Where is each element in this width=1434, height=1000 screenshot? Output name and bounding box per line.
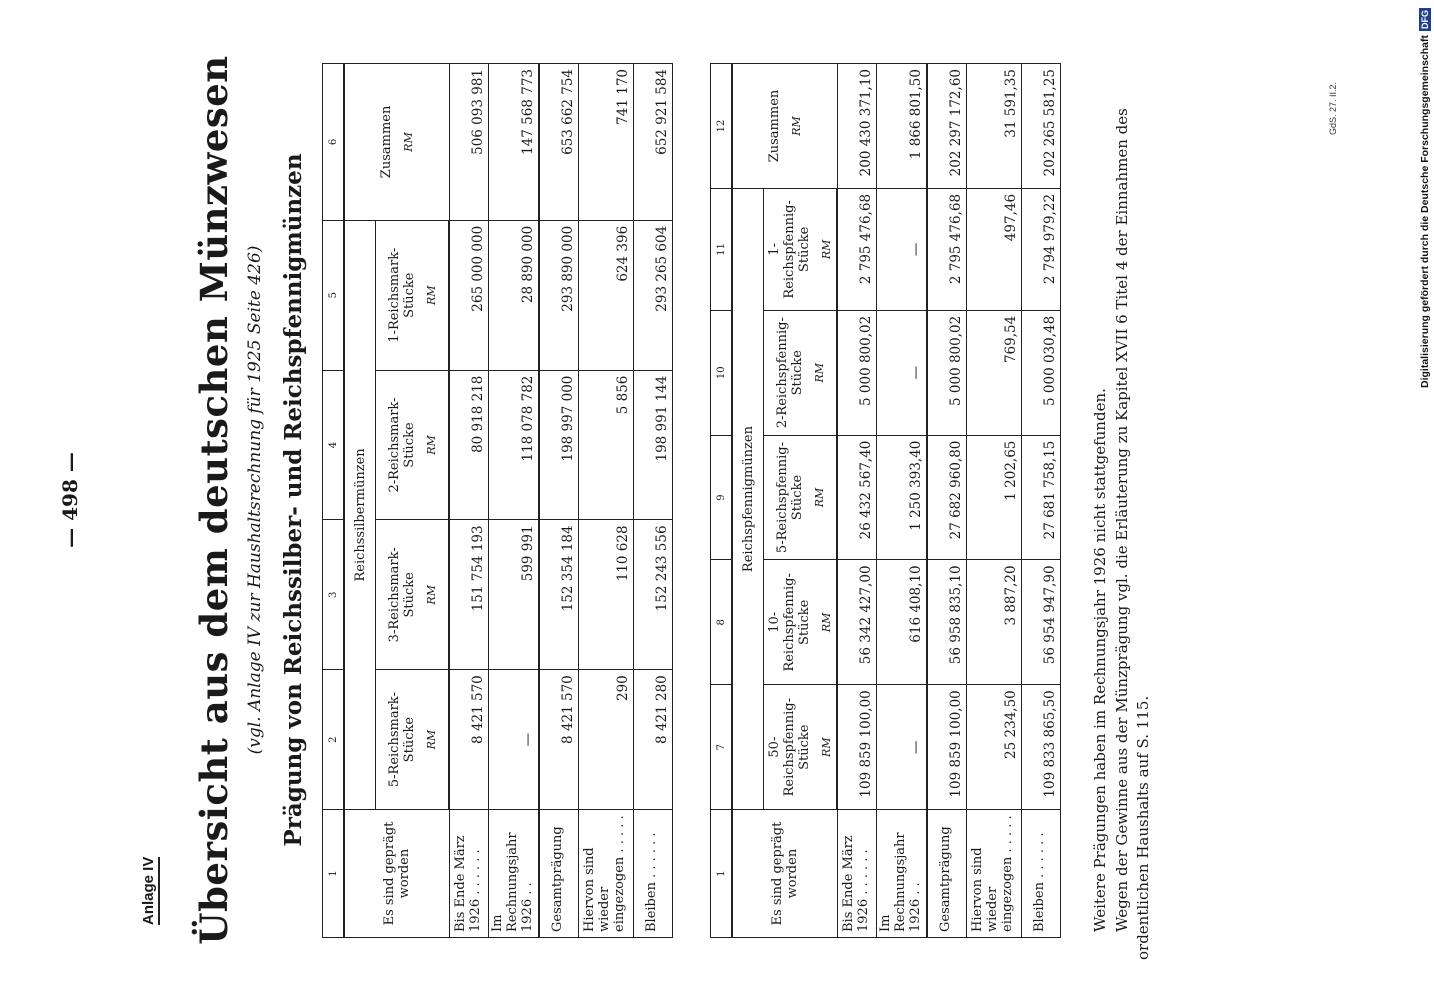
column-header bbox=[764, 685, 838, 810]
page-title: Übersicht aus dem deutschen Münzwesen bbox=[192, 55, 236, 945]
header-unit: RM bbox=[789, 116, 803, 136]
header-unit: RM bbox=[812, 487, 826, 508]
table-cell: 109 833 865,50 bbox=[1021, 685, 1060, 810]
table-cell: 2 795 476,68 bbox=[927, 188, 967, 310]
table-cell: 8 421 280 bbox=[633, 670, 672, 810]
column-header bbox=[376, 220, 450, 370]
table-cell: 198 997 000 bbox=[539, 370, 579, 520]
table-cell: 5 000 800,02 bbox=[837, 310, 877, 435]
header-label: 2-Reichspfennig-Stücke bbox=[774, 317, 805, 429]
table-cell: 3 887,20 bbox=[966, 560, 1021, 685]
table-cell: — bbox=[877, 310, 927, 435]
table-cell: 198 991 144 bbox=[633, 370, 672, 520]
header-label: 50-Reichspfennig-Stücke bbox=[767, 697, 812, 797]
group-header: Reichspfennigmünzen bbox=[732, 188, 764, 809]
row-label: Gesamtprägung bbox=[927, 810, 967, 938]
table-cell: 616 408,10 bbox=[877, 560, 927, 685]
anlage-label: Anlage IV bbox=[140, 857, 160, 925]
table-cell: 25 234,50 bbox=[966, 685, 1021, 810]
table-cell: 8 421 570 bbox=[539, 670, 579, 810]
table-row bbox=[578, 64, 633, 938]
row-header-title: Es sind geprägt worden bbox=[344, 810, 449, 938]
table-cell: 27 682 960,80 bbox=[927, 435, 967, 560]
row-header-title: Es sind geprägt worden bbox=[732, 810, 837, 938]
column-header bbox=[376, 670, 450, 810]
row-label: Bleiben . . . . . . bbox=[1021, 810, 1060, 938]
header-unit: RM bbox=[424, 729, 438, 750]
table-cell: 599 991 bbox=[489, 520, 539, 670]
header-unit: RM bbox=[820, 737, 833, 757]
column-header bbox=[764, 560, 838, 685]
table-cell: 147 568 773 bbox=[489, 64, 539, 221]
page-subtitle: (vgl. Anlage IV zur Haushaltsrechnung für 1925 Seite 426) bbox=[245, 245, 265, 755]
table-cell: 31 591,35 bbox=[966, 64, 1021, 189]
column-number: 2 bbox=[323, 670, 345, 810]
table-cell: 2 794 979,22 bbox=[1021, 188, 1060, 310]
table-cell: 1 866 801,50 bbox=[877, 64, 927, 189]
column-number: 1 bbox=[711, 810, 733, 938]
row-label: Bis Ende März 1926 . . . . . . bbox=[837, 810, 877, 938]
table-cell: 109 859 100,00 bbox=[837, 685, 877, 810]
column-number: 3 bbox=[323, 520, 345, 670]
table-cell: 1 202,65 bbox=[966, 435, 1021, 560]
column-header bbox=[764, 310, 838, 435]
table-row bbox=[633, 64, 672, 938]
header-unit: RM bbox=[820, 239, 833, 260]
table-cell: 200 430 371,10 bbox=[837, 64, 877, 189]
footnote: Wegen der Gewinne aus der Münzprägung vgl. die Erläuterung zu Kapitel XVII 6 Titel 4 der Einnahmen des ordentlichen Haushalts auf S. 115. bbox=[1113, 108, 1152, 960]
header-unit: RM bbox=[812, 362, 826, 383]
dfg-credit bbox=[1416, 8, 1434, 992]
header-label: 1-Reichspfennig-Stücke bbox=[767, 200, 812, 299]
table-cell: 27 681 758,15 bbox=[1021, 435, 1060, 560]
table-cell: 497,46 bbox=[966, 188, 1021, 310]
header-label: 10-Reichspfennig-Stücke bbox=[767, 573, 812, 672]
column-number: 6 bbox=[323, 64, 345, 221]
table-cell: 2 795 476,68 bbox=[837, 188, 877, 310]
table-cell: 28 890 000 bbox=[489, 220, 539, 370]
table-cell: 653 662 754 bbox=[539, 64, 579, 221]
table-cell: 652 921 584 bbox=[633, 64, 672, 221]
column-number: 7 bbox=[711, 685, 733, 810]
table-cell: 290 bbox=[578, 670, 633, 810]
header-unit: RM bbox=[401, 132, 415, 152]
table-cell: 26 432 567,40 bbox=[837, 435, 877, 560]
header-label: Zusammen bbox=[378, 105, 394, 179]
table-row bbox=[927, 64, 967, 938]
column-number: 1 bbox=[323, 810, 345, 938]
table-cell: 769,54 bbox=[966, 310, 1021, 435]
pfennig-coins-table bbox=[710, 63, 1061, 938]
header-label: 5-Reichsmark-Stücke bbox=[386, 692, 417, 788]
table-row bbox=[966, 64, 1021, 938]
section-heading: Prägung von Reichssilber- und Reichspfennigmünzen bbox=[280, 153, 307, 847]
credit-text: Digitalisierung gefördert durch die Deutsche Forschungsgemeinschaft bbox=[1419, 35, 1431, 388]
table-cell: 293 265 604 bbox=[633, 220, 672, 370]
table-cell: 5 856 bbox=[578, 370, 633, 520]
column-header bbox=[764, 435, 838, 560]
table-cell: 109 859 100,00 bbox=[927, 685, 967, 810]
table-cell: 152 354 184 bbox=[539, 520, 579, 670]
column-number: 12 bbox=[711, 64, 733, 189]
row-label: Gesamtprägung bbox=[539, 810, 579, 938]
header-label: 2-Reichsmark-Stücke bbox=[386, 397, 417, 493]
table-cell: 5 000 800,02 bbox=[927, 310, 967, 435]
column-number: 8 bbox=[711, 560, 733, 685]
column-number: 11 bbox=[711, 188, 733, 310]
table-cell: 1 250 393,40 bbox=[877, 435, 927, 560]
header-unit: RM bbox=[820, 612, 833, 633]
row-label: Im Rechnungsjahr 1926 . . bbox=[877, 810, 927, 938]
table-cell: 202 265 581,25 bbox=[1021, 64, 1060, 189]
header-unit: RM bbox=[424, 285, 438, 305]
table-cell: 8 421 570 bbox=[449, 670, 489, 810]
table-cell: 56 954 947,90 bbox=[1021, 560, 1060, 685]
footnotes bbox=[1090, 40, 1155, 960]
table-cell: — bbox=[877, 685, 927, 810]
header-label: 5-Reichspfennig-Stücke bbox=[774, 441, 805, 554]
row-label: Bleiben . . . . . . bbox=[633, 810, 672, 938]
column-number: 9 bbox=[711, 435, 733, 560]
table-row bbox=[539, 64, 579, 938]
silver-coins-table bbox=[322, 63, 673, 938]
page-number: — 498 — bbox=[58, 452, 82, 548]
table-row bbox=[877, 64, 927, 938]
table-cell: 293 890 000 bbox=[539, 220, 579, 370]
table-cell: 80 918 218 bbox=[449, 370, 489, 520]
column-number: 4 bbox=[323, 370, 345, 520]
column-header bbox=[376, 520, 450, 670]
table-cell: 56 958 835,10 bbox=[927, 560, 967, 685]
table-cell: 624 396 bbox=[578, 220, 633, 370]
archive-stamp: GdS. 27. II.2. bbox=[1328, 81, 1338, 135]
header-unit: RM bbox=[424, 585, 438, 605]
row-label: Bis Ende März 1926 . . . . . . bbox=[449, 810, 489, 938]
header-label: Zusammen bbox=[766, 89, 782, 163]
table-cell: 506 093 981 bbox=[449, 64, 489, 221]
table-cell: 110 628 bbox=[578, 520, 633, 670]
table-cell: 56 342 427,00 bbox=[837, 560, 877, 685]
header-label: 1-Reichsmark-Stücke bbox=[386, 247, 417, 343]
table-row bbox=[449, 64, 489, 938]
header-label: 3-Reichsmark-Stücke bbox=[386, 547, 417, 643]
column-number: 10 bbox=[711, 310, 733, 435]
table-cell: — bbox=[489, 670, 539, 810]
table-row bbox=[1021, 64, 1060, 938]
row-label: Hiervon sind wieder eingezogen . . . . . bbox=[966, 810, 1021, 938]
column-header bbox=[764, 188, 838, 310]
column-number: 5 bbox=[323, 220, 345, 370]
column-header bbox=[376, 370, 450, 520]
group-header: Reichssilbermünzen bbox=[344, 220, 376, 809]
header-unit: RM bbox=[424, 435, 438, 455]
table-cell: 5 000 030,48 bbox=[1021, 310, 1060, 435]
row-label: Hiervon sind wieder eingezogen . . . . . bbox=[578, 810, 633, 938]
total-header bbox=[732, 64, 837, 189]
table-row bbox=[489, 64, 539, 938]
table-cell: 741 170 bbox=[578, 64, 633, 221]
table-cell: 152 243 556 bbox=[633, 520, 672, 670]
footnote: Weitere Prägungen haben im Rechnungsjahr 1926 nicht stattgefunden. bbox=[1091, 388, 1109, 932]
table-cell: 151 754 193 bbox=[449, 520, 489, 670]
table-cell: 202 297 172,60 bbox=[927, 64, 967, 189]
total-header bbox=[344, 64, 449, 221]
dfg-logo: DFG bbox=[1420, 10, 1430, 29]
table-cell: — bbox=[877, 188, 927, 310]
table-cell: 118 078 782 bbox=[489, 370, 539, 520]
table-row bbox=[837, 64, 877, 938]
table-cell: 265 000 000 bbox=[449, 220, 489, 370]
row-label: Im Rechnungsjahr 1926 . . bbox=[489, 810, 539, 938]
